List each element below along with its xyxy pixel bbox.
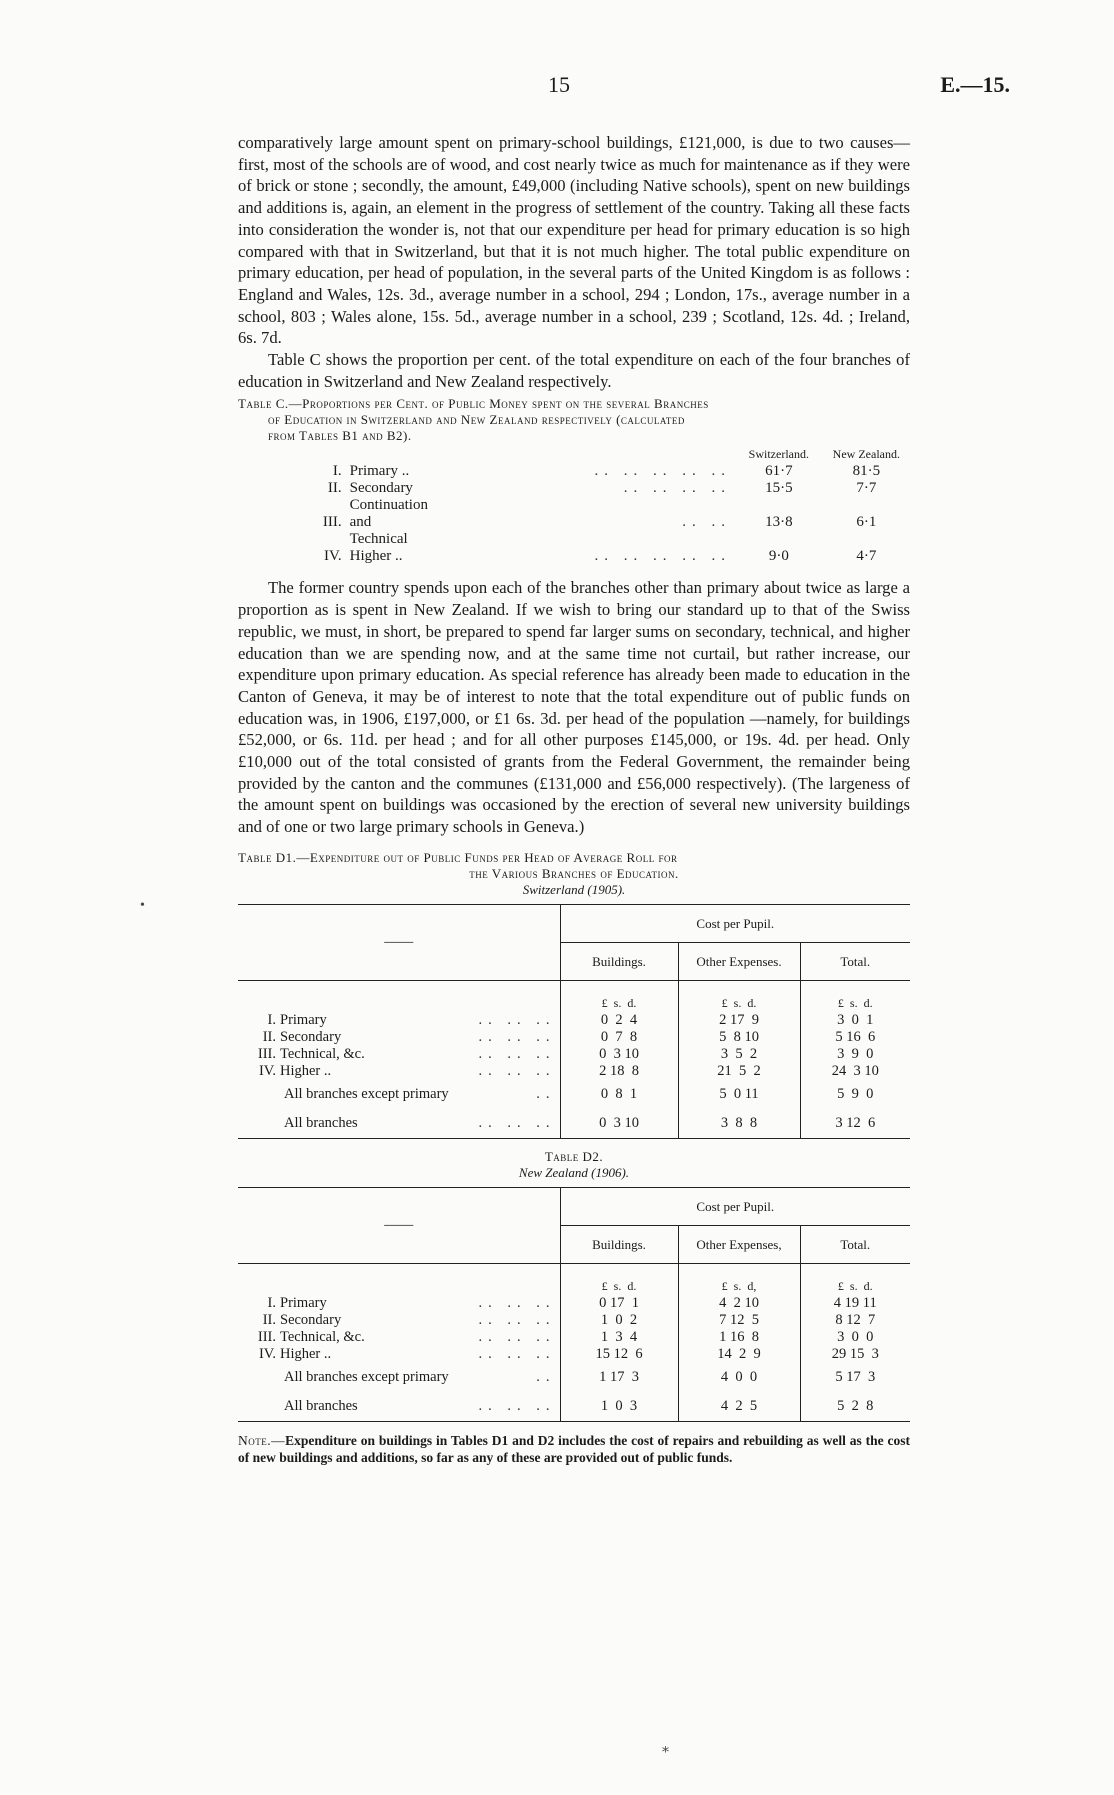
table-row: II. Secondary .. .. .. 0 7 8 5 8 10 5 16 6 [238, 1029, 910, 1046]
table-d1: —— Cost per Pupil. Buildings. Other Expenses. Total. £ s. d. £ s. d. £ s. d. I. Primary .. .. .. 0 2 4 2 17 9 3 0 1 II. Secondary .. .. .. 0 7 8 5 8 10 5 16 6 III. Technical, &c. .. .. .. 0 3 10 3 5 2 3 9 0 IV. Higher .. .. .. .. 2 18 8 21 5 2 24 3 10 All branches except primary .. 0 8 1 5 0 11 5 9 0 All branches .. .. .. 0 3 10 3 8 8 3 12 6 [238, 904, 910, 1139]
table-d1-caption-2: the Various Branches of Education. Switzerland (1905). [469, 865, 679, 897]
table-row: IV. Higher .. .. .. .. 15 12 6 14 2 9 29 15 3 [238, 1346, 910, 1363]
footnote-text: Expenditure on buildings in Tables D1 and D2 includes the cost of repairs and rebuilding as well as the cost of new buildings and additions, so far as any of these are provided out of public funds. [238, 1432, 910, 1465]
col-other-expenses: Other Expenses. [678, 942, 800, 980]
paragraph-3: The former country spends upon each of the branches other than primary about twice as large a proportion as is spent in New Zealand. If we wish to bring our standard up to that of the Swiss republic, we must, in short, be prepared to spend far larger sums on secondary, technical, and higher education than we are spending now, and at the same time not curtail, but rather increase, our expenditure upon primary education. As special reference has already been made to education in the Canton of Geneva, it may be of interest to note that the total expenditure out of public funds on education was, in 1906, £197,000, or £1 6s. 3d. per head of the population —namely, for buildings £52,000, or 6s. 11d. per head ; and for all other purposes £145,000, or 19s. 4d. per head. Only £10,000 out of the total consisted of grants from the Federal Government, the remainder being provided by the canton and the communes (£131,000 and £56,000 respectively). (The largeness of the amount spent on buildings was occasioned by the erection of several new university buildings and of one or two large primary schools in Geneva.) [238, 578, 910, 837]
table-row: I. Primary .. .. .. .. .. .. 61·7 81·5 [332, 463, 881, 480]
col-buildings: Buildings. [560, 942, 678, 980]
table-row: I. Primary .. .. .. 0 2 4 2 17 9 3 0 1 [238, 1012, 910, 1029]
table-c-caption-line1: Proportions per Cent. of Public Money spent on the several Branches [302, 396, 709, 412]
page-number: 15 [548, 72, 570, 97]
table-c-caption-lead: Table C.— [238, 396, 303, 412]
cost-per-pupil-header: Cost per Pupil. [560, 904, 910, 942]
table-row: IV. Higher .. .. .. .. .. .. 9·0 4·7 [323, 548, 877, 565]
col-total: Total. [800, 942, 910, 980]
footnote-lead: Note.— [238, 1432, 286, 1448]
table-row: III. Technical, &c. .. .. .. 1 3 4 1 16 8 3 0 0 [238, 1329, 910, 1346]
table-c-caption [238, 396, 910, 444]
stub-header: —— [238, 1187, 560, 1263]
table-row: All branches except primary .. 1 17 3 4 0 0 5 17 3 [238, 1363, 910, 1392]
table-d1-subtitle: Switzerland (1905). [522, 881, 626, 897]
table-row: II. Secondary .. .. .. .. 15·5 7·7 [327, 480, 877, 497]
paragraph-2: Table C shows the proportion per cent. of the total expenditure on each of the four branches of education in Switzerland and New Zealand respectively. [238, 350, 910, 391]
table-c-caption-line2: of Education in Switzerland and New Zealand respectively (calculated [268, 412, 685, 428]
table-c-col-switzerland: Switzerland. [748, 447, 809, 462]
table-c-caption-line3: from Tables B1 and B2). [268, 428, 412, 444]
footnote [238, 1432, 910, 1466]
table-c [298, 446, 910, 565]
table-row: II. Secondary .. .. .. 1 0 2 7 12 5 8 12 7 [238, 1312, 910, 1329]
table-d2-subtitle: New Zealand (1906). [518, 1164, 630, 1180]
col-other-expenses: Other Expenses, [678, 1225, 800, 1263]
table-d2-caption: Table D2. New Zealand (1906). [518, 1148, 630, 1180]
series-number: E.—15. [940, 72, 1010, 97]
col-buildings: Buildings. [560, 1225, 678, 1263]
bottom-mark: ⁎ [662, 1741, 669, 1756]
table-d1-caption-line1: Expenditure out of Public Funds per Head of Average Roll for [309, 849, 678, 865]
table-row: I. Primary .. .. .. 0 17 1 4 2 10 4 19 11 [238, 1295, 910, 1312]
table-row: III. Technical, &c. .. .. .. 0 3 10 3 5 2 3 9 0 [238, 1046, 910, 1063]
table-row: All branches .. .. .. 1 0 3 4 2 5 5 2 8 [238, 1392, 910, 1422]
margin-dot: • [140, 898, 145, 913]
table-row: III. Continuation and Technical .. .. 13·8 6·1 [322, 497, 877, 548]
table-d1-caption [238, 850, 910, 866]
cost-per-pupil-header: Cost per Pupil. [560, 1187, 910, 1225]
page-header [0, 72, 1114, 102]
stub-header: —— [238, 904, 560, 980]
col-total: Total. [800, 1225, 910, 1263]
paragraph-1: comparatively large amount spent on primary-school buildings, £121,000, is due to two causes—first, most of the schools are of wood, and cost nearly twice as much for maintenance as if they were of brick or stone ; secondly, the amount, £49,000 (including Native schools), spent on new buildings and additions is, again, an element in the progress of settlement of the country. Taking all these facts into consideration the wonder is, not that our expenditure per head for primary education is so high compared with that in Switzerland, but that it is not much higher. The total public expenditure on primary education, per head of population, in the several parts of the United Kingdom is as follows : England and Wales, 12s. 3d., average number in a school, 294 ; London, 17s., average number in a school, 803 ; Wales alone, 15s. 5d., average number in a school, 239 ; Scotland, 12s. 4d. ; Ireland, 6s. 7d. [238, 133, 910, 348]
page-body [238, 132, 910, 1466]
table-row: All branches .. .. .. 0 3 10 3 8 8 3 12 6 [238, 1109, 910, 1139]
table-d1-caption-lead: Table D1.— [238, 849, 310, 865]
table-d2: —— Cost per Pupil. Buildings. Other Expenses, Total. £ s. d. £ s. d, £ s. d. I. Primary .. .. .. 0 17 1 4 2 10 4 19 11 II. Secondary .. .. .. 1 0 2 7 12 5 8 12 7 III. Technical, &c. .. .. .. 1 3 4 1 16 8 3 0 0 IV. Higher .. .. .. .. 15 12 6 14 2 9 29 15 3 All branches except primary .. 1 17 3 4 0 0 5 17 3 All branches .. .. .. 1 0 3 4 2 5 5 2 8 [238, 1187, 910, 1422]
table-c-col-new-zealand: New Zealand. [832, 447, 900, 462]
table-row: IV. Higher .. .. .. .. 2 18 8 21 5 2 24 3 10 [238, 1063, 910, 1080]
table-row: All branches except primary .. 0 8 1 5 0 11 5 9 0 [238, 1080, 910, 1109]
